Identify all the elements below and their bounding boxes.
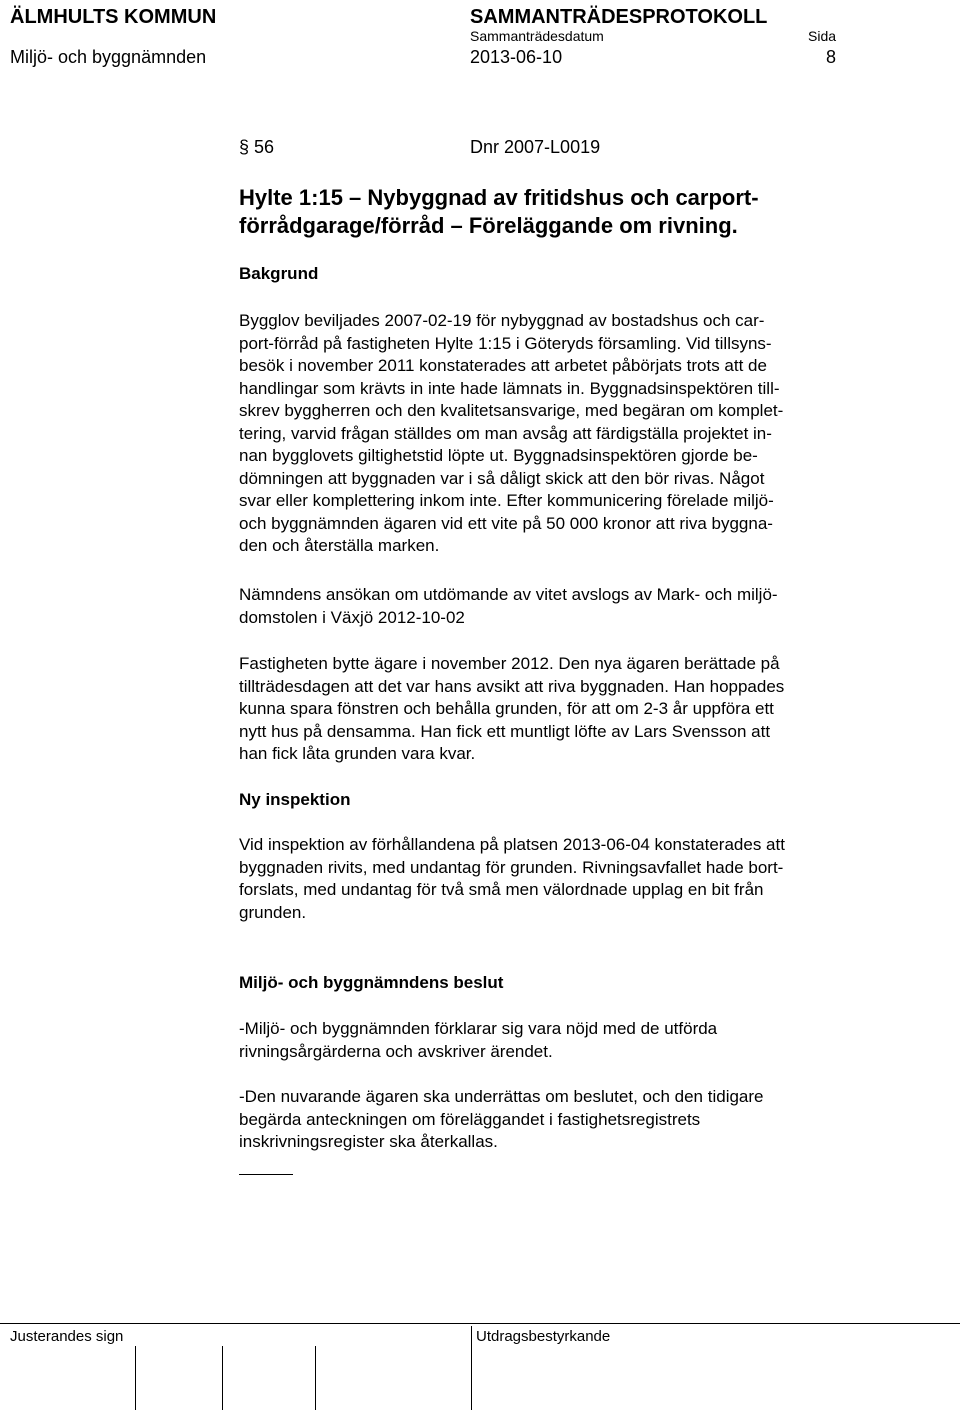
beslut-paragraph-2 bbox=[239, 1086, 879, 1154]
text-line: nytt hus på densamma. Han fick ett muntligt löfte av Lars Svensson att bbox=[239, 721, 771, 741]
signature-divider bbox=[222, 1346, 223, 1410]
text-line: -Den nuvarande ägaren ska underrättas om beslutet, och den tidigare bbox=[239, 1087, 764, 1106]
date-label: Sammanträdesdatum bbox=[470, 28, 604, 44]
text-line: byggnaden rivits, med undantag för grunden. Rivningsavfallet hade bort- bbox=[239, 857, 784, 877]
heading-beslut: Miljö- och byggnämndens beslut bbox=[239, 973, 504, 992]
text-line: domstolen i Växjö 2012-10-02 bbox=[239, 607, 465, 627]
text-line: grunden. bbox=[239, 902, 307, 922]
footer-rule bbox=[0, 1323, 960, 1324]
text-line: skrev byggherren och den kvalitetsansvarige, med begäran om komplet- bbox=[239, 401, 784, 420]
text-line: han fick låta grunden vara kvar. bbox=[239, 744, 476, 763]
title-line: förrådgarage/förråd – Föreläggande om rivning. bbox=[239, 213, 738, 238]
document-type: SAMMANTRÄDESPROTOKOLL bbox=[470, 6, 768, 28]
case-title bbox=[239, 184, 879, 240]
committee-name: Miljö- och byggnämnden bbox=[10, 47, 207, 67]
text-line: Nämndens ansökan om utdömande av vitet avslogs av Mark- och miljö- bbox=[239, 585, 778, 604]
text-line: handlingar som krävts in inte hade lämnats in. Byggnadsinspektören till- bbox=[239, 378, 780, 398]
org-name: ÄLMHULTS KOMMUN bbox=[10, 6, 217, 28]
text-line: nan bygglovets giltighetstid löpte ut. Byggnadsinspektören gjorde be- bbox=[239, 446, 758, 465]
bakgrund-paragraph-1 bbox=[239, 310, 879, 558]
utdragsbestyrkande-label: Utdragsbestyrkande bbox=[476, 1328, 611, 1345]
justerandes-sign-label: Justerandes sign bbox=[10, 1328, 124, 1345]
text-line: svar eller komplettering inkom inte. Efter kommunicering förelade miljö- bbox=[239, 491, 774, 510]
text-line: rivningsårgärderna och avskriver ärendet. bbox=[239, 1041, 553, 1061]
page-label: Sida bbox=[808, 28, 837, 44]
text-line: tering, varvid frågan ställdes om man avsåg att färdigställa projektet in- bbox=[239, 423, 772, 443]
text-line: begärda anteckningen om föreläggandet i fastighetsregistrets bbox=[239, 1109, 701, 1129]
case-number-line bbox=[239, 137, 274, 158]
text-line: den och återställa marken. bbox=[239, 536, 440, 555]
text-line: kunna spara fönstren och behålla grunden, för att om 2-3 år uppföra ett bbox=[239, 699, 774, 718]
text-line: Fastigheten bytte ägare i november 2012. Den nya ägaren berättade på bbox=[239, 654, 780, 673]
text-line: forslats, med undantag för två små men välordnade upplag en bit från bbox=[239, 880, 764, 899]
inspektion-paragraph bbox=[239, 834, 879, 924]
text-line: dömningen att byggnaden var i så dåligt skick att den bör rivas. Något bbox=[239, 468, 765, 488]
meeting-date: 2013-06-10 bbox=[470, 47, 563, 67]
end-rule bbox=[239, 1174, 293, 1175]
beslut-paragraph-1 bbox=[239, 1018, 879, 1063]
footer-column-divider bbox=[471, 1326, 472, 1410]
section-mark: § bbox=[239, 137, 250, 157]
text-line: tillträdesdagen att det var hans avsikt att riva byggnaden. Han hoppades bbox=[239, 676, 785, 696]
text-line: och byggnämnden ägaren vid ett vite på 50 000 kronor att riva byggna- bbox=[239, 513, 773, 533]
signature-divider bbox=[315, 1346, 316, 1410]
page-number: 8 bbox=[826, 47, 837, 67]
text-line: inskrivningsregister ska återkallas. bbox=[239, 1132, 498, 1151]
bakgrund-paragraph-2 bbox=[239, 584, 879, 629]
title-line: Hylte 1:15 – Nybyggnad av fritidshus och carport- bbox=[239, 185, 759, 210]
signature-divider bbox=[135, 1346, 136, 1410]
text-line: port-förråd på fastigheten Hylte 1:15 i Göteryds församling. Vid tillsyns- bbox=[239, 333, 772, 353]
bakgrund-paragraph-3 bbox=[239, 653, 879, 766]
heading-bakgrund: Bakgrund bbox=[239, 264, 319, 283]
case-number: 56 bbox=[254, 137, 275, 157]
dnr: Dnr 2007-L0019 bbox=[470, 137, 601, 157]
heading-ny-inspektion: Ny inspektion bbox=[239, 790, 351, 809]
text-line: Vid inspektion av förhållandena på platsen 2013-06-04 konstaterades att bbox=[239, 835, 785, 854]
text-line: Bygglov beviljades 2007-02-19 för nybyggnad av bostadshus och car- bbox=[239, 311, 765, 330]
text-line: -Miljö- och byggnämnden förklarar sig vara nöjd med de utförda bbox=[239, 1019, 718, 1038]
text-line: besök i november 2011 konstaterades att arbetet påbörjats trots att de bbox=[239, 356, 767, 375]
